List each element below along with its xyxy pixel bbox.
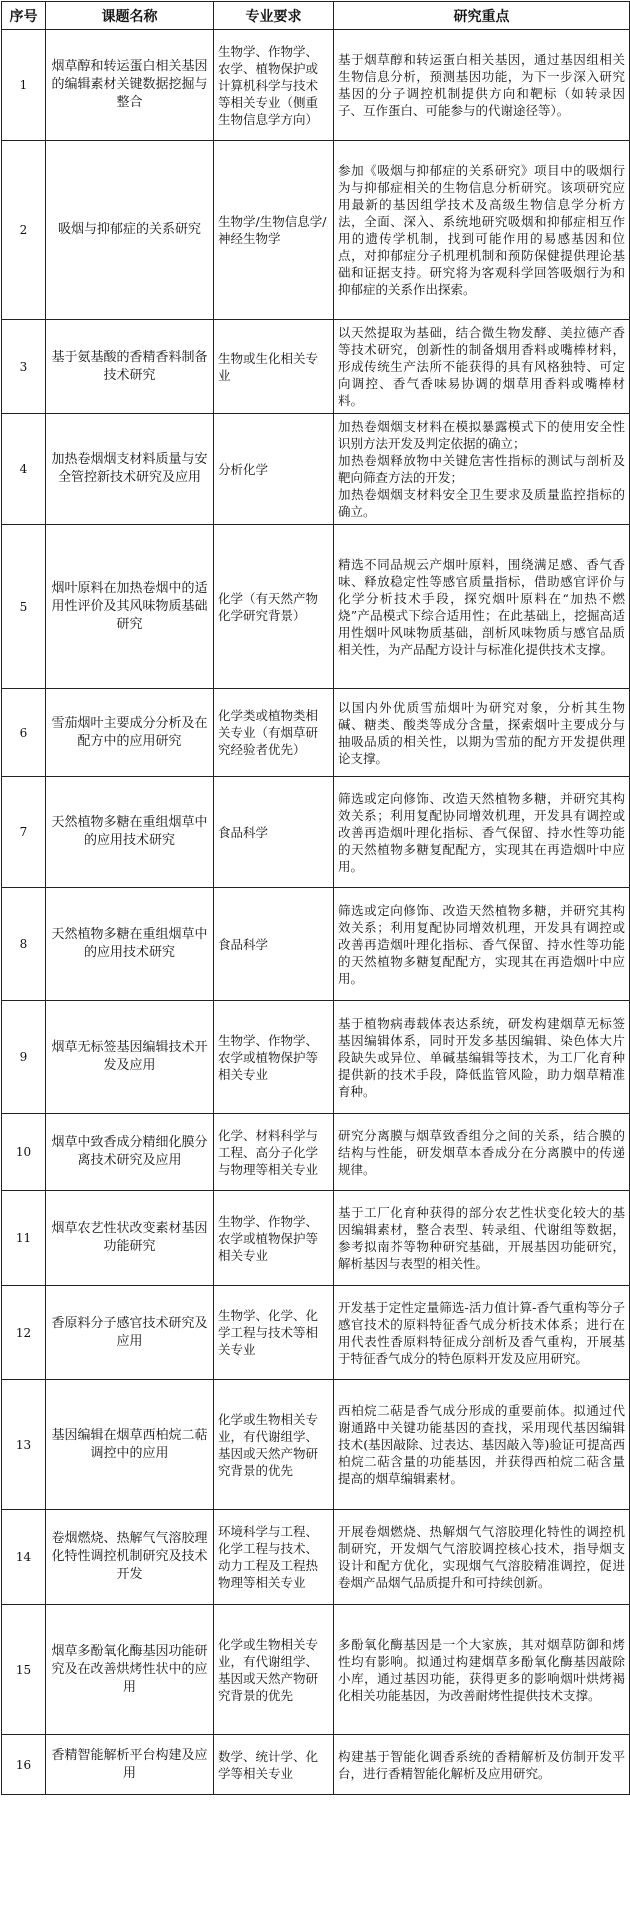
row-number: 10 — [2, 1114, 46, 1191]
row-major: 化学（有天然产物化学研究背景） — [214, 525, 334, 689]
row-title: 天然植物多糖在重组烟草中的应用技术研究 — [46, 888, 214, 1001]
row-title: 烟草醇和转运蛋白相关基因的编辑素材关键数据挖掘与整合 — [46, 30, 214, 141]
row-focus: 筛选或定向修饰、改造天然植物多糖，并研究其构效关系；利用复配协同增效机理，开发具有调控或改善再造烟叶理化指标、香气保留、持水性等功能的天然植物多糖复配配方，实现其在再造烟叶中应用。 — [334, 777, 630, 888]
row-focus: 开展卷烟燃烧、热解烟气气溶胶理化特性的调控机制研究，开发烟气气溶胶调控核心技术，指导烟支设计和配方优化，实现烟气气溶胶精准调控，促进卷烟产品烟气品质提升和可持续创新。 — [334, 1510, 630, 1605]
row-title: 天然植物多糖在重组烟草中的应用技术研究 — [46, 777, 214, 888]
row-number: 15 — [2, 1605, 46, 1735]
table-row — [2, 1114, 630, 1191]
row-title: 加热卷烟烟支材料质量与安全管控新技术研究及应用 — [46, 414, 214, 525]
row-major: 生物学、作物学、农学或植物保护等相关专业 — [214, 1191, 334, 1286]
row-number: 12 — [2, 1286, 46, 1380]
row-focus: 加热卷烟烟支材料在模拟暴露模式下的使用安全性识别方法开发及判定依据的确立； 加热卷烟释放物中关键危害性指标的测试与剖析及靶向筛查方法的开发； 加热卷烟烟支材料安全卫生要求及质量监控指标的确立。 — [334, 414, 630, 525]
row-number: 13 — [2, 1380, 46, 1510]
table-row — [2, 141, 630, 320]
row-major: 生物学、作物学、农学、植物保护或计算机科学与技术等相关专业（侧重生物信息学方向） — [214, 30, 334, 141]
table-row — [2, 1605, 630, 1735]
row-number: 7 — [2, 777, 46, 888]
row-number: 5 — [2, 525, 46, 689]
row-title: 吸烟与抑郁症的关系研究 — [46, 141, 214, 320]
row-number: 3 — [2, 320, 46, 414]
table-row — [2, 1001, 630, 1114]
row-major: 生物学/生物信息学/神经生物学 — [214, 141, 334, 320]
row-number: 4 — [2, 414, 46, 525]
row-number: 2 — [2, 141, 46, 320]
row-major: 生物学、化学、化学工程与技术等相关专业 — [214, 1286, 334, 1380]
row-major: 食品科学 — [214, 888, 334, 1001]
row-focus: 研究分离膜与烟草致香组分之间的关系，结合膜的结构与性能，研发烟草本香成分在分离膜中的传递规律。 — [334, 1114, 630, 1191]
row-number: 6 — [2, 689, 46, 777]
header-row — [2, 2, 630, 30]
row-major: 食品科学 — [214, 777, 334, 888]
row-focus: 以国内外优质雪茄烟叶为研究对象，分析其生物碱、糖类、酸类等成分含量，探索烟叶主要成分与抽吸品质的相关性，以期为雪茄的配方开发提供理论支撑。 — [334, 689, 630, 777]
table-row — [2, 1510, 630, 1605]
row-title: 烟叶原料在加热卷烟中的适用性评价及其风味物质基础研究 — [46, 525, 214, 689]
table-row — [2, 414, 630, 525]
row-focus: 多酚氧化酶基因是一个大家族，其对烟草防御和烤性均有影响。拟通过构建烟草多酚氧化酶基因敲除小库，通过基因功能，获得更多的影响烟叶烘烤褐化相关功能基因，为改善耐烤性提供技术支撑。 — [334, 1605, 630, 1735]
table-row — [2, 888, 630, 1001]
row-number: 8 — [2, 888, 46, 1001]
row-focus: 基于植物病毒载体表达系统，研发构建烟草无标签基因编辑体系，同时开发多基因编辑、染色体大片段缺失或异位、单碱基编辑等技术，为工厂化育种提供新的技术手段，降低监管风险，助力烟草精准育种。 — [334, 1001, 630, 1114]
row-focus: 基于烟草醇和转运蛋白相关基因，通过基因组相关生物信息分析，预测基因功能，为下一步深入研究基因的分子调控机制提供方向和靶标（如转录因子、互作蛋白、可能参与的代谢途径等）。 — [334, 30, 630, 141]
row-major: 化学或生物相关专业，有代谢组学、基因或天然产物研究背景的优先 — [214, 1380, 334, 1510]
table-row — [2, 1735, 630, 1795]
row-focus: 基于工厂化育种获得的部分农艺性状变化较大的基因编辑素材，整合表型、转录组、代谢组等数据，参考拟南芥等物种研究基础，开展基因功能研究，解析基因与表型的相关性。 — [334, 1191, 630, 1286]
row-major: 数学、统计学、化学等相关专业 — [214, 1735, 334, 1795]
row-title: 烟草无标签基因编辑技术开发及应用 — [46, 1001, 214, 1114]
row-focus: 筛选或定向修饰、改造天然植物多糖，并研究其构效关系；利用复配协同增效机理，开发具有调控或改善再造烟叶理化指标、香气保留、持水性等功能的天然植物多糖复配配方，实现其在再造烟叶中应用。 — [334, 888, 630, 1001]
table-row — [2, 320, 630, 414]
header-focus: 研究重点 — [334, 2, 630, 30]
header-number: 序号 — [2, 2, 46, 30]
row-title: 雪茄烟叶主要成分分析及在配方中的应用研究 — [46, 689, 214, 777]
row-title: 烟草农艺性状改变素材基因功能研究 — [46, 1191, 214, 1286]
row-major: 生物或生化相关专业 — [214, 320, 334, 414]
row-number: 14 — [2, 1510, 46, 1605]
row-title: 基于氨基酸的香精香料制备技术研究 — [46, 320, 214, 414]
table-row — [2, 1191, 630, 1286]
row-focus: 西柏烷二萜是香气成分形成的重要前体。拟通过代谢通路中关键功能基因的查找，采用现代基因编辑技术(基因敲除、过表达、基因敲入等)验证可提高西柏烷二萜含量的功能基因，并获得西柏烷二萜含量提高的烟草编辑素材。 — [334, 1380, 630, 1510]
row-major: 化学或生物相关专业，有代谢组学、基因或天然产物研究背景的优先 — [214, 1605, 334, 1735]
row-title: 卷烟燃烧、热解气气溶胶理化特性调控机制研究及技术开发 — [46, 1510, 214, 1605]
row-major: 环境科学与工程、化学工程与技术、动力工程及工程热物理等相关专业 — [214, 1510, 334, 1605]
row-number: 16 — [2, 1735, 46, 1795]
row-title: 香精智能解析平台构建及应用 — [46, 1735, 214, 1795]
row-focus: 精选不同品规云产烟叶原料，围绕满足感、香气香味、释放稳定性等感官质量指标，借助感官评价与化学分析技术手段，探究烟叶原料在“加热不燃烧”产品模式下综合适用性；在此基础上，挖掘高适用性烟叶风味物质基础，剖析风味物质与感官品质相关性，为产品配方设计与标准化提供技术支撑。 — [334, 525, 630, 689]
table-row — [2, 1380, 630, 1510]
row-title: 基因编辑在烟草西柏烷二萜调控中的应用 — [46, 1380, 214, 1510]
table-row — [2, 30, 630, 141]
row-number: 1 — [2, 30, 46, 141]
project-table — [1, 1, 630, 1795]
header-title: 课题名称 — [46, 2, 214, 30]
row-focus: 以天然提取为基础，结合微生物发酵、美拉德产香等技术研究，创新性的制备烟用香料或嘴棒材料，形成传统生产法所不能获得的具有风格独特、可定向调控、香气香味易协调的烟草用香料或嘴棒材料。 — [334, 320, 630, 414]
table-row — [2, 777, 630, 888]
table-row — [2, 689, 630, 777]
row-focus: 构建基于智能化调香系统的香精解析及仿制开发平台，进行香精智能化解析及应用研究。 — [334, 1735, 630, 1795]
row-title: 香原料分子感官技术研究及应用 — [46, 1286, 214, 1380]
row-major: 化学、材料科学与工程、高分子化学与物理等相关专业 — [214, 1114, 334, 1191]
row-number: 11 — [2, 1191, 46, 1286]
row-major: 化学类或植物类相关专业（有烟草研究经验者优先） — [214, 689, 334, 777]
row-focus: 参加《吸烟与抑郁症的关系研究》项目中的吸烟行为与抑郁症相关的生物信息分析研究。该项研究应用最新的基因组学技术及高级生物信息学分析方法，全面、深入、系统地研究吸烟和抑郁症相互作用的遗传学机制，找到可能作用的易感基因和位点，对抑郁症分子机理机制和预防保健提供理论基础和证据支持。研究将为客观科学回答吸烟行为和抑郁症的关系作出探索。 — [334, 141, 630, 320]
row-focus: 开发基于定性定量筛选-活力值计算-香气重构等分子感官技术的原料特征香气成分析技术体系；进行在用代表性香原料特征成分剖析及香气重构，开展基于特征香气成分的特色原料开发及应用研究。 — [334, 1286, 630, 1380]
table-row — [2, 1286, 630, 1380]
row-major: 生物学、作物学、农学或植物保护等相关专业 — [214, 1001, 334, 1114]
table-row — [2, 525, 630, 689]
row-number: 9 — [2, 1001, 46, 1114]
header-major: 专业要求 — [214, 2, 334, 30]
row-title: 烟草中致香成分精细化膜分离技术研究及应用 — [46, 1114, 214, 1191]
row-title: 烟草多酚氧化酶基因功能研究及在改善烘烤性状中的应用 — [46, 1605, 214, 1735]
row-major: 分析化学 — [214, 414, 334, 525]
